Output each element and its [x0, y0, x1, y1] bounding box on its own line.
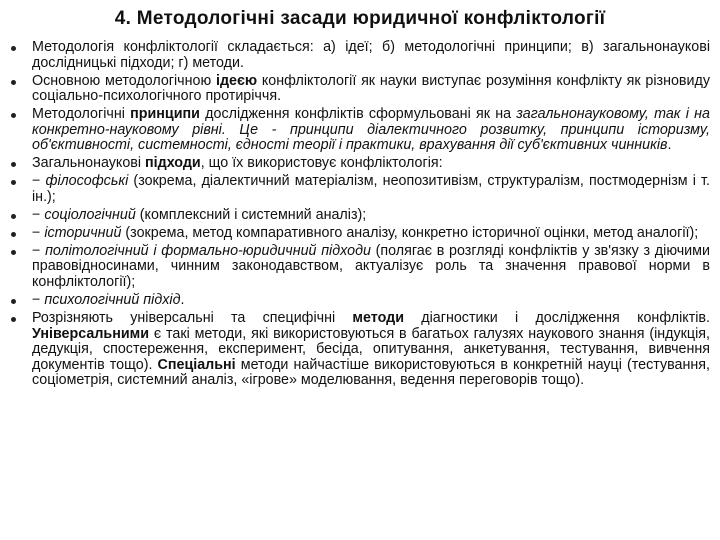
bullet-text: − [32, 224, 45, 241]
bullet-emphasis: ідеєю [215, 72, 258, 89]
bullet-dot-icon [11, 46, 16, 51]
bullet-text: (комплексний і системний аналіз); [135, 206, 367, 223]
bullet-text: − [32, 206, 45, 223]
bullet-dot-icon [11, 317, 16, 322]
bullet-italic-text: соціологічний [44, 206, 136, 223]
bullet-italic-text: загальнонауковому, так і на конкретно-науковому рівні. Це - принципи діалектичного розвитку, принципи історизму, об'єктивності, системності, єдності теорії і практики, врахування дії суб'єктивних чинників [32, 106, 710, 154]
bullet-text: . [180, 292, 185, 309]
bullet-text: (зокрема, діалектичний матеріалізм, неопозитивізм, структуралізм, постмодернізм і т. ін.); [32, 173, 710, 205]
bullet-text: конфліктології як науки виступає розуміння конфлікту як різновиду соціально-психологічного протиріччя. [32, 72, 710, 105]
bullet-text: є такі методи, які використовуються в багатьох галузях наукового знання (індукція, дедукція, спостереження, експеримент, бесіда, опитування, анкетування, тестування, вивчення документів тощо). [32, 325, 710, 373]
bullet-dot-icon [11, 80, 16, 85]
bullet-emphasis: Спеціальні [157, 356, 236, 373]
bullet-item [10, 107, 710, 154]
bullet-text: − [32, 242, 46, 259]
bullet-item [10, 293, 710, 309]
bullet-dot-icon [11, 162, 16, 167]
bullet-dot-icon [11, 214, 16, 219]
bullet-list [10, 40, 710, 391]
bullet-text: (зокрема, метод компаративного аналізу, конкретно історичної оцінки, метод аналогії); [121, 224, 699, 241]
bullet-item [10, 244, 710, 291]
bullet-text: Основною методологічною [32, 72, 216, 89]
bullet-text: Загальнонаукові [32, 155, 146, 172]
bullet-text: Методологія конфліктології складається: а) ідеї; б) методологічні принципи; в) загальнонаукові дослідницькі підходи; г) методи. [32, 39, 710, 71]
bullet-dot-icon [11, 232, 16, 237]
bullet-text: методи найчастіше використовуються в конкретній науці (тестування, соціометрія, системний аналіз, «ігрове» моделювання, ведення переговорів тощо). [32, 356, 710, 389]
bullet-dot-icon [11, 250, 16, 255]
bullet-text: Методологічні [32, 106, 131, 123]
bullet-emphasis: підходи [145, 155, 201, 172]
bullet-item [10, 311, 710, 389]
bullet-italic-text: історичний [44, 224, 122, 241]
slide-title: 4. Методологічні засади юридичної конфліктології [114, 8, 606, 29]
bullet-text: (полягає в розгляді конфліктів у зв'язку з діючими правовідносинами, чинним законодавством, актуалізує роль та значення правової норми в конфліктології); [32, 242, 710, 291]
bullet-text: − [32, 292, 45, 309]
bullet-dot-icon [11, 180, 16, 185]
bullet-dot-icon [11, 113, 16, 118]
bullet-italic-text: політологічний і формально-юридичний підходи [45, 242, 371, 259]
bullet-emphasis: Універсальними [32, 325, 149, 342]
bullet-italic-text: філософські [45, 173, 129, 190]
bullet-text: . [667, 137, 672, 154]
bullet-text: дослідження конфліктів сформульовані як на [199, 106, 517, 123]
bullet-text: − [32, 173, 46, 190]
bullet-dot-icon [11, 299, 16, 304]
bullet-item [10, 156, 710, 172]
bullet-item [10, 208, 710, 224]
bullet-emphasis: методи [352, 310, 404, 327]
bullet-text: діагностики і дослідження конфліктів. [403, 310, 711, 327]
bullet-item [10, 40, 710, 71]
bullet-emphasis: принципи [130, 106, 200, 123]
bullet-item [10, 226, 710, 242]
bullet-item [10, 74, 710, 105]
bullet-text: Розрізняють універсальні та специфічні [32, 310, 353, 327]
bullet-italic-text: психологічний підхід [44, 292, 181, 309]
bullet-text: , що їх використовує конфліктологія: [200, 155, 443, 172]
bullet-item [10, 174, 710, 205]
